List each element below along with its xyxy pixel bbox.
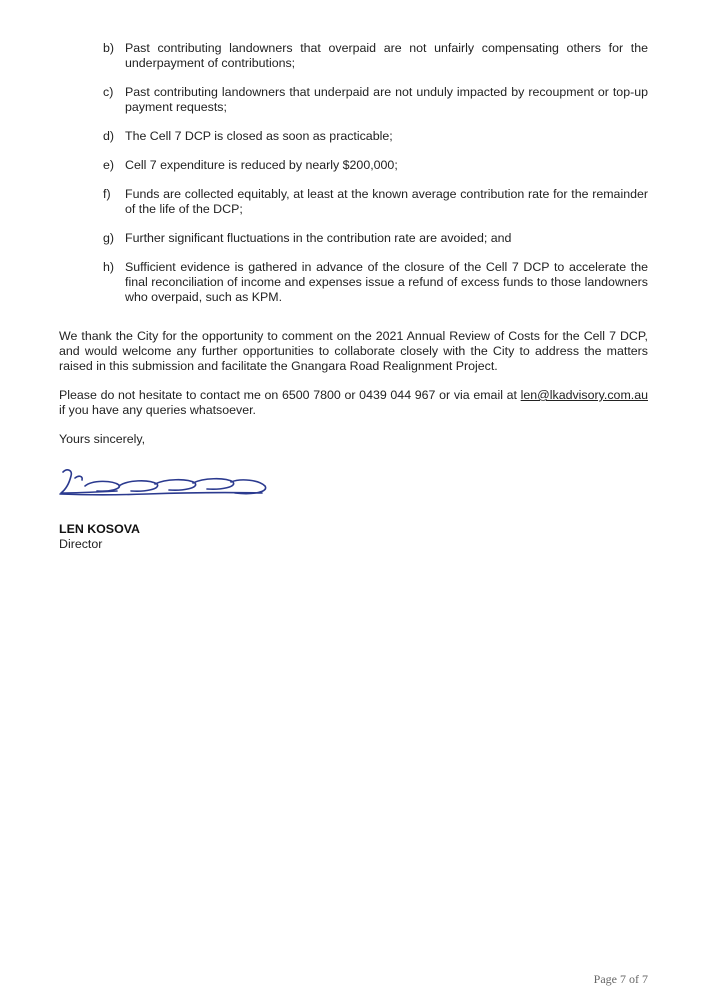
list-marker: c) xyxy=(103,85,114,99)
list-item-text: Sufficient evidence is gathered in advance of the closure of the Cell 7 DCP to accelerate the final reconciliation of income and expenses issue a refund of excess funds to those landowners who overpaid, such as KPM. xyxy=(125,260,648,304)
list-marker: b) xyxy=(103,41,115,55)
list-item xyxy=(59,129,648,144)
list-item-text: Funds are collected equitably, at least at the known average contribution rate for the remainder of the life of the DCP; xyxy=(125,187,648,216)
list-marker: e) xyxy=(103,158,115,172)
page-number: Page 7 of 7 xyxy=(593,972,648,986)
list-marker: g) xyxy=(103,231,115,245)
contact-text: Please do not hesitate to contact me on 6500 7800 or 0439 044 967 or via email at xyxy=(59,388,521,402)
list-item-text: Cell 7 expenditure is reduced by nearly $200,000; xyxy=(125,158,398,172)
contact-text-end: if you have any queries whatsoever. xyxy=(59,403,256,417)
list-item-text: The Cell 7 DCP is closed as soon as practicable; xyxy=(125,129,393,143)
list-item-text: Past contributing landowners that overpaid are not unfairly compensating others for the underpayment of contributions; xyxy=(125,41,648,70)
list-item xyxy=(59,41,648,71)
list-marker: d) xyxy=(103,129,115,143)
list-item-text: Past contributing landowners that underpaid are not unduly impacted by recoupment or top-up payment requests; xyxy=(125,85,648,114)
list-item xyxy=(59,158,648,173)
closing-salutation: Yours sincerely, xyxy=(59,432,146,446)
signer-name: LEN KOSOVA xyxy=(59,522,141,536)
signer-title: Director xyxy=(59,537,103,551)
email-link[interactable]: len@lkadvisory.com.au xyxy=(520,388,648,402)
thanks-paragraph: We thank the City for the opportunity to comment on the 2021 Annual Review of Costs for the Cell 7 DCP, and would welcome any further opportunities to collaborate closely with the City to address the matters raised in this submission and facilitate the Gnangara Road Realignment Project. xyxy=(59,329,648,373)
list-item xyxy=(59,260,648,305)
list-item-text: Further significant fluctuations in the contribution rate are avoided; and xyxy=(125,231,512,245)
list-marker: h) xyxy=(103,260,115,274)
list-marker: f) xyxy=(103,187,111,201)
list-item xyxy=(59,187,648,217)
list-item xyxy=(59,85,648,115)
list-item xyxy=(59,231,648,246)
outcomes-list xyxy=(59,41,648,319)
handwritten-signature xyxy=(57,462,271,502)
contact-paragraph xyxy=(59,388,648,418)
